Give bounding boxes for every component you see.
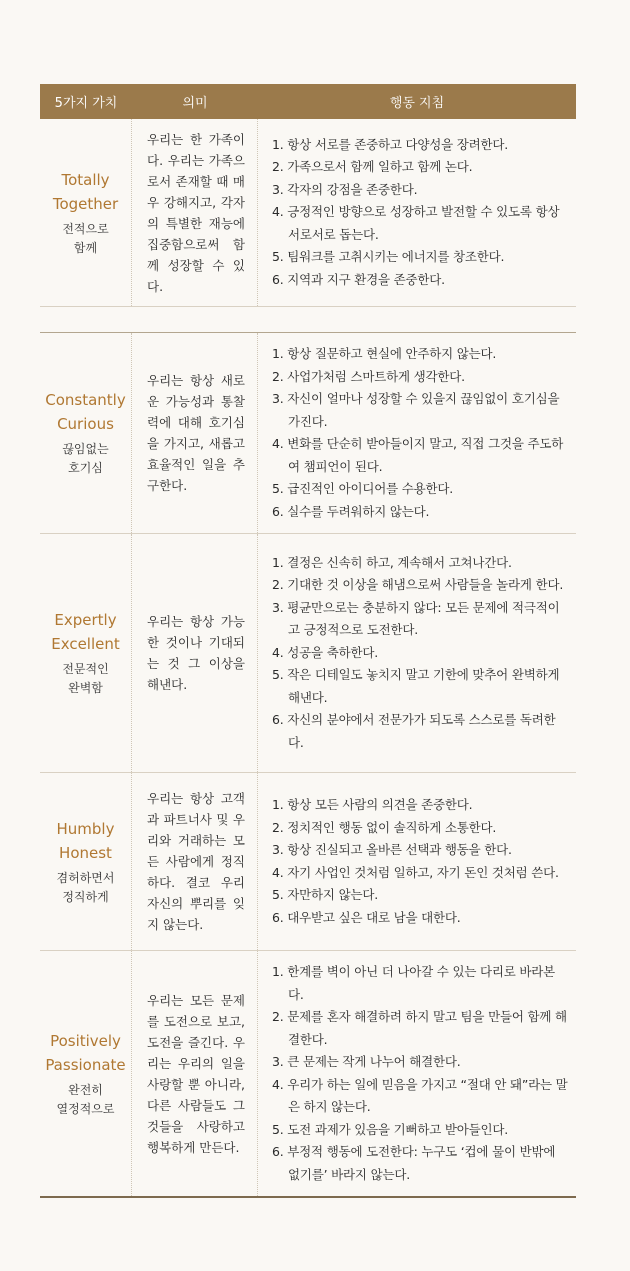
value-ko-2: 정직하게 [62,889,109,904]
table-row [40,534,576,773]
value-meaning: 우리는 한 가족이다. 우리는 가족으로서 존재할 때 매우 강해지고, 각자의 특별한 재능에 집중함으로써 함께 성장할 수 있다. [132,119,258,306]
guideline-item: 6. 대우받고 싶은 대로 남을 대한다. [272,909,461,925]
value-en-1: Humbly [56,819,115,838]
guideline-item: 3. 평균만으로는 충분하지 않다: 모든 문제에 적극적이고 긍정적으로 도전한다. [272,599,560,638]
values-table [40,84,576,1198]
guideline-item: 6. 자신의 분야에서 전문가가 되도록 스스로를 독려한다. [272,712,556,750]
table-row [40,119,576,307]
value-ko-1: 겸허하면서 [56,870,115,885]
guideline-item: 3. 항상 진실되고 올바른 선택과 행동을 한다. [272,842,512,857]
value-ko [62,220,108,258]
value-en-2: Honest [59,843,112,862]
value-ko-1: 끊임없는 [62,442,109,456]
header-guidelines: 행동 지침 [389,96,445,111]
value-ko-2: 완벽함 [68,681,103,695]
guideline-item: 2. 기대한 것 이상을 해냄으로써 사람들을 놀라게 한다. [272,577,564,593]
guideline-item: 3. 각자의 강점을 존중한다. [272,181,418,197]
table-row [40,773,576,951]
table-row [40,333,576,534]
guideline-item: 1. 항상 질문하고 현실에 안주하지 않는다. [272,346,497,361]
value-guidelines [258,773,576,950]
value-guidelines [258,119,576,306]
header-meaning: 의미 [182,96,208,111]
guideline-item: 2. 사업가처럼 스마트하게 생각한다. [272,368,465,384]
guideline-item: 4. 우리가 하는 일에 믿음을 가지고 “절대 안 돼”라는 말은 하지 않는다. [272,1076,568,1114]
guideline-item: 6. 실수를 두려워하지 않는다. [272,503,430,519]
value-en-2: Together [52,194,119,213]
value-ko [62,440,108,478]
value-en-2: Curious [57,415,114,433]
value-guidelines [258,333,576,533]
value-ko-2: 열정적으로 [56,1101,115,1116]
guideline-item: 2. 문제를 혼자 해결하려 하지 말고 팀을 만들어 함께 해결한다. [272,1009,567,1047]
guideline-item: 5. 급진적인 아이디어를 수용한다. [272,481,453,496]
value-meaning: 우리는 항상 새로운 가능성과 통찰력에 대해 호기심을 가지고, 새롭고 효율적인 일을 추구한다. [132,333,258,533]
guideline-item: 6. 부정적 행동에 도전한다: 누구도 ‘컵에 물이 반밖에 없기를’ 바라지 않는다. [272,1144,556,1182]
value-ko [62,660,108,698]
value-name [40,773,132,950]
value-en-1: Expertly [54,611,117,629]
value-meaning: 우리는 모든 문제를 도전으로 보고, 도전을 즐긴다. 우리는 우리의 일을 사랑할 뿐 아니라, 다른 사람들도 그것들을 사랑하고 행복하게 만든다. [132,951,258,1196]
value-en-1: Constantly [45,391,126,409]
guideline-item: 4. 변화를 단순히 받아들이지 말고, 직접 그것을 주도하여 챔피언이 된다. [272,436,564,474]
guideline-item: 5. 자만하지 않는다. [272,887,378,902]
value-meaning: 우리는 항상 고객과 파트너사 및 우리와 거래하는 모든 사람에게 정직하다. 결코 우리 자신의 뿌리를 잊지 않는다. [132,773,258,950]
value-en-2: Excellent [51,635,120,653]
value-meaning: 우리는 항상 가능한 것이나 기대되는 것 그 이상을 해낸다. [132,534,258,772]
value-name [40,951,132,1196]
value-name [40,333,132,533]
value-ko-1: 완전히 [68,1082,103,1097]
value-en-1: Totally [61,170,110,189]
value-ko-2: 호기심 [68,461,103,475]
table-header [40,84,576,119]
value-ko [57,1081,115,1119]
value-en-2: Passionate [45,1055,126,1074]
value-name [40,534,132,772]
header-values: 5가지 가치 [54,96,118,111]
guideline-item: 4. 성공을 축하한다. [272,644,378,660]
guideline-item: 6. 지역과 지구 환경을 존중한다. [272,271,445,287]
guideline-item: 5. 팀워크를 고취시키는 에너지를 창조한다. [272,249,505,265]
guideline-item: 1. 항상 모든 사람의 의견을 존중한다. [272,797,473,812]
value-ko-1: 전적으로 [62,221,109,236]
guideline-item: 4. 자기 사업인 것처럼 일하고, 자기 돈인 것처럼 쓴다. [272,864,559,880]
row-gap [40,307,576,333]
value-ko-2: 함께 [73,240,98,255]
guideline-item: 3. 큰 문제는 작게 나누어 해결한다. [272,1054,461,1069]
guideline-item: 5. 도전 과제가 있음을 기뻐하고 받아들인다. [272,1121,509,1137]
value-guidelines [258,534,576,772]
guideline-item: 5. 작은 디테일도 놓치지 말고 기한에 맞추어 완벽하게 해낸다. [272,667,560,705]
guideline-item: 1. 한계를 벽이 아닌 더 나아갈 수 있는 다리로 바라본다. [272,964,555,1002]
value-guidelines [258,951,576,1196]
value-en-1: Positively [50,1031,121,1050]
guideline-item: 2. 가족으로서 함께 일하고 함께 논다. [272,159,473,175]
guideline-item: 3. 자신이 얼마나 성장할 수 있을지 끊임없이 호기심을 가진다. [272,391,560,429]
guideline-item: 1. 항상 서로를 존중하고 다양성을 장려한다. [272,136,509,152]
guideline-item: 4. 긍정적인 방향으로 성장하고 발전할 수 있도록 항상 서로서로 돕는다. [272,204,560,242]
table-row [40,951,576,1198]
value-ko [57,869,115,907]
guideline-item: 1. 결정은 신속히 하고, 계속해서 고쳐나간다. [272,554,512,570]
value-name [40,119,132,306]
guideline-item: 2. 정치적인 행동 없이 솔직하게 소통한다. [272,819,497,835]
value-ko-1: 전문적인 [62,662,109,676]
